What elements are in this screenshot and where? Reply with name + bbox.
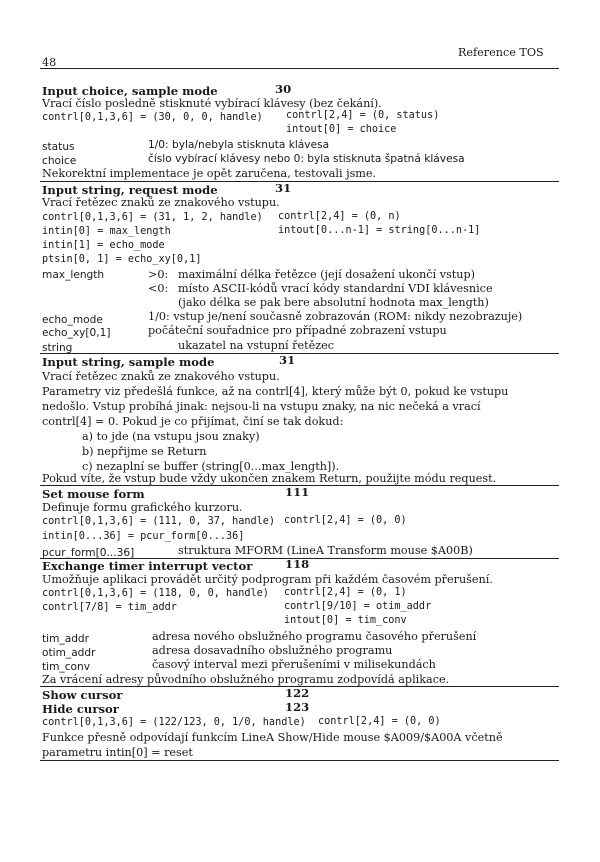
intin-params: intin[0] = max_length <box>42 226 171 237</box>
function-number: 30 <box>275 82 292 96</box>
section-text: contrl[4] = 0. Pokud je co přijímat, činí se tak dokud: <box>42 415 344 428</box>
function-number: 123 <box>285 700 310 714</box>
section-text: parametru intin[0] = reset <box>42 746 193 759</box>
function-number: 31 <box>275 181 292 195</box>
param-name: pcur_form[0...36] <box>42 547 135 559</box>
section-note: Nekorektní implementace je opět zaručena, testovali jsme. <box>42 167 377 180</box>
contrl-params: contrl[7/8] = tim_addr <box>42 602 177 613</box>
list-item: c) nezaplní se buffer (string[0...max_length]). <box>82 460 340 473</box>
section-title: Hide cursor <box>42 702 119 716</box>
function-number: 118 <box>285 557 310 571</box>
contrl-params: contrl[0,1,3,6] = (31, 1, 2, handle) <box>42 212 263 223</box>
param-name: choice <box>42 155 77 167</box>
param-name: echo_xy[0,1] <box>42 327 111 339</box>
param-name: echo_mode <box>42 314 103 326</box>
contrl-params-right: contrl[2,4] = (0, status) <box>286 110 440 121</box>
function-number: 31 <box>279 353 296 367</box>
param-description: ukazatel na vstupní řetězec <box>178 339 335 352</box>
list-item: a) to jde (na vstupu jsou znaky) <box>82 430 260 443</box>
param-description: adresa nového obslužného programu časového přerušení <box>152 630 477 643</box>
intout-params: intout[0] = choice <box>286 124 397 135</box>
contrl-params-right: contrl[2,4] = (0, 0) <box>318 716 441 727</box>
section-description: Umožňuje aplikaci provádět určitý podprogram při každém časovém přerušení. <box>42 573 493 586</box>
param-name: string <box>42 342 73 354</box>
param-description: počáteční souřadnice pro případné zobrazení vstupu <box>148 324 447 337</box>
param-description: (jako délka se pak bere absolutní hodnota max_length) <box>178 296 489 309</box>
section-title: Input string, request mode <box>42 183 218 197</box>
function-number: 111 <box>285 485 310 499</box>
param-name: tim_addr <box>42 633 90 645</box>
section-text: nedošlo. Vstup probíhá jinak: nejsou-li na vstupu znaky, na nic nečeká a vrací <box>42 400 481 413</box>
param-description: číslo vybírací klávesy nebo 0: byla stisknuta špatná klávesa <box>148 153 465 165</box>
contrl-params-right: contrl[9/10] = otim_addr <box>284 601 432 612</box>
section-description: Definuje formu grafického kurzoru. <box>42 501 243 514</box>
intout-params: intout[0...n-1] = string[0...n-1] <box>278 225 481 236</box>
contrl-params: contrl[0,1,3,6] = (111, 0, 37, handle) <box>42 516 276 527</box>
param-description: adresa dosavadního obslužného programu <box>152 644 393 657</box>
page-number: 48 <box>42 56 57 69</box>
section-title: Show cursor <box>42 688 123 702</box>
section-rule <box>40 181 559 182</box>
function-number: 122 <box>285 686 310 700</box>
param-condition: <0: <box>148 282 169 295</box>
param-description: maximální délka řetězce (její dosažení ukončí vstup) <box>178 268 475 281</box>
running-title: Reference TOS <box>458 46 544 59</box>
param-name: max_length <box>42 269 105 281</box>
section-title: Input string, sample mode <box>42 355 215 369</box>
section-rule <box>40 760 559 761</box>
section-note: Pokud víte, že vstup bude vždy ukončen znakem Return, použijte módu request. <box>42 472 497 485</box>
section-text: Vrací řetězec znaků ze znakového vstupu. <box>42 370 280 383</box>
contrl-params-right: contrl[2,4] = (0, n) <box>278 211 401 222</box>
param-name: tim_conv <box>42 661 91 673</box>
param-name: status <box>42 141 75 153</box>
param-description: 1/0: vstup je/není současně zobrazován (ROM: nikdy nezobrazuje) <box>148 310 523 323</box>
ptsin-params: ptsin[0, 1] = echo_xy[0,1] <box>42 254 202 265</box>
header-rule <box>40 68 559 69</box>
list-item: b) nepřijme se Return <box>82 445 207 458</box>
intin-params: intin[0...36] = pcur_form[0...36] <box>42 531 245 542</box>
param-description: 1/0: byla/nebyla stisknuta klávesa <box>148 139 330 151</box>
intout-params: intout[0] = tim_conv <box>284 615 407 626</box>
section-description: Vrací řetězec znaků ze znakového vstupu. <box>42 196 280 209</box>
intin-params: intin[1] = echo_mode <box>42 240 165 251</box>
section-description: Vrací číslo posledně stisknuté vybírací klávesy (bez čekání). <box>42 97 382 110</box>
contrl-params: contrl[0,1,3,6] = (122/123, 0, 1/0, handle) <box>42 717 306 728</box>
param-description: časový interval mezi přerušeními v milisekundách <box>152 658 436 671</box>
contrl-params-right: contrl[2,4] = (0, 0) <box>284 515 407 526</box>
param-condition: >0: <box>148 268 169 281</box>
section-note: Za vrácení adresy původního obslužného programu zodpovídá aplikace. <box>42 673 450 686</box>
param-description: místo ASCII-kódů vrací kódy standardní VDI klávesnice <box>178 282 493 295</box>
section-title: Exchange timer interrupt vector <box>42 559 253 573</box>
section-text: Funkce přesně odpovídají funkcím LineA Show/Hide mouse $A009/$A00A včetně <box>42 731 503 744</box>
contrl-params: contrl[0,1,3,6] = (30, 0, 0, handle) <box>42 112 263 123</box>
section-title: Input choice, sample mode <box>42 84 218 98</box>
param-name: otim_addr <box>42 647 96 659</box>
param-description: struktura MFORM (LineA Transform mouse $A00B) <box>178 544 473 557</box>
contrl-params-right: contrl[2,4] = (0, 1) <box>284 587 407 598</box>
section-title: Set mouse form <box>42 487 145 501</box>
contrl-params: contrl[0,1,3,6] = (118, 0, 0, handle) <box>42 588 269 599</box>
section-text: Parametry viz předešlá funkce, až na contrl[4], který může být 0, pokud ke vstupu <box>42 385 509 398</box>
section-rule <box>40 353 559 354</box>
